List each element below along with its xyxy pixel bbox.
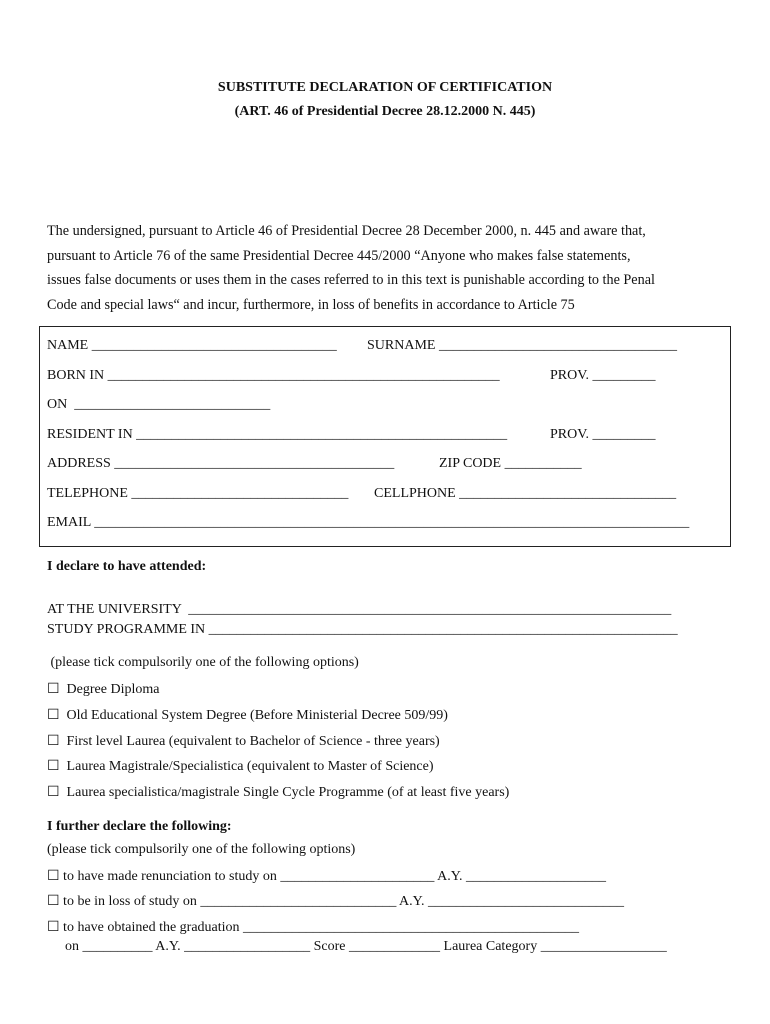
zip-code-field[interactable]: ZIP CODE ___________ bbox=[439, 456, 582, 471]
address-field[interactable]: ADDRESS ________________________________________ bbox=[47, 456, 395, 471]
email-field[interactable]: EMAIL _____________________________________________________________________________________ bbox=[47, 515, 690, 530]
option-loss-of-study[interactable]: ☐ to be in loss of study on ____________________________ A.Y. ____________________________ bbox=[47, 894, 624, 909]
further-heading: I further declare the following: bbox=[47, 819, 232, 834]
surname-field[interactable]: SURNAME __________________________________ bbox=[367, 338, 677, 353]
prov-field[interactable]: PROV. _________ bbox=[550, 427, 656, 442]
intro-paragraph bbox=[47, 219, 737, 318]
option-old-system-degree[interactable]: ☐ Old Educational System Degree (Before Ministerial Decree 509/99) bbox=[47, 708, 448, 723]
graduation-details-field[interactable]: on __________ A.Y. __________________ Score _____________ Laurea Category __________________ bbox=[65, 939, 667, 954]
on-field[interactable]: ON ____________________________ bbox=[47, 397, 271, 412]
option-single-cycle[interactable]: ☐ Laurea specialistica/magistrale Single Cycle Programme (of at least five years) bbox=[47, 785, 510, 800]
university-field[interactable]: AT THE UNIVERSITY _____________________________________________________________________ bbox=[47, 602, 672, 617]
resident-in-field[interactable]: RESIDENT IN _____________________________________________________ bbox=[47, 427, 508, 442]
option-degree-diploma[interactable]: ☐ Degree Diploma bbox=[47, 682, 160, 697]
option-laurea-magistrale[interactable]: ☐ Laurea Magistrale/Specialistica (equivalent to Master of Science) bbox=[47, 759, 434, 774]
cellphone-field[interactable]: CELLPHONE _______________________________ bbox=[374, 486, 677, 501]
tick-instruction: (please tick compulsorily one of the following options) bbox=[47, 655, 359, 670]
page-title: SUBSTITUTE DECLARATION OF CERTIFICATION bbox=[217, 80, 553, 95]
option-first-level-laurea[interactable]: ☐ First level Laurea (equivalent to Bachelor of Science - three years) bbox=[47, 734, 440, 749]
born-in-field[interactable]: BORN IN ________________________________________________________ bbox=[47, 368, 500, 383]
telephone-field[interactable]: TELEPHONE _______________________________ bbox=[47, 486, 349, 501]
intro-line: pursuant to Article 76 of the same Presidential Decree 445/2000 “Anyone who makes false statements, bbox=[47, 247, 631, 264]
intro-line: Code and special laws“ and incur, furthermore, in loss of benefits in accordance to Article 75 bbox=[47, 297, 575, 314]
prov-field[interactable]: PROV. _________ bbox=[550, 368, 656, 383]
study-programme-field[interactable]: STUDY PROGRAMME IN ___________________________________________________________________ bbox=[47, 622, 678, 637]
intro-line: The undersigned, pursuant to Article 46 of Presidential Decree 28 December 2000, n. 445 and aware that, bbox=[47, 223, 646, 239]
option-graduation[interactable]: ☐ to have obtained the graduation ________________________________________________ bbox=[47, 920, 580, 935]
page-subtitle: (ART. 46 of Presidential Decree 28.12.2000 N. 445) bbox=[234, 104, 536, 119]
name-field[interactable]: NAME ___________________________________ bbox=[47, 338, 337, 353]
option-renunciation[interactable]: ☐ to have made renunciation to study on ______________________ A.Y. ____________________ bbox=[47, 869, 607, 884]
further-instruction: (please tick compulsorily one of the following options) bbox=[47, 842, 356, 857]
intro-line: issues false documents or uses them in the cases referred to in this text is punishable according to the Penal bbox=[47, 272, 655, 289]
attended-heading: I declare to have attended: bbox=[47, 559, 207, 574]
